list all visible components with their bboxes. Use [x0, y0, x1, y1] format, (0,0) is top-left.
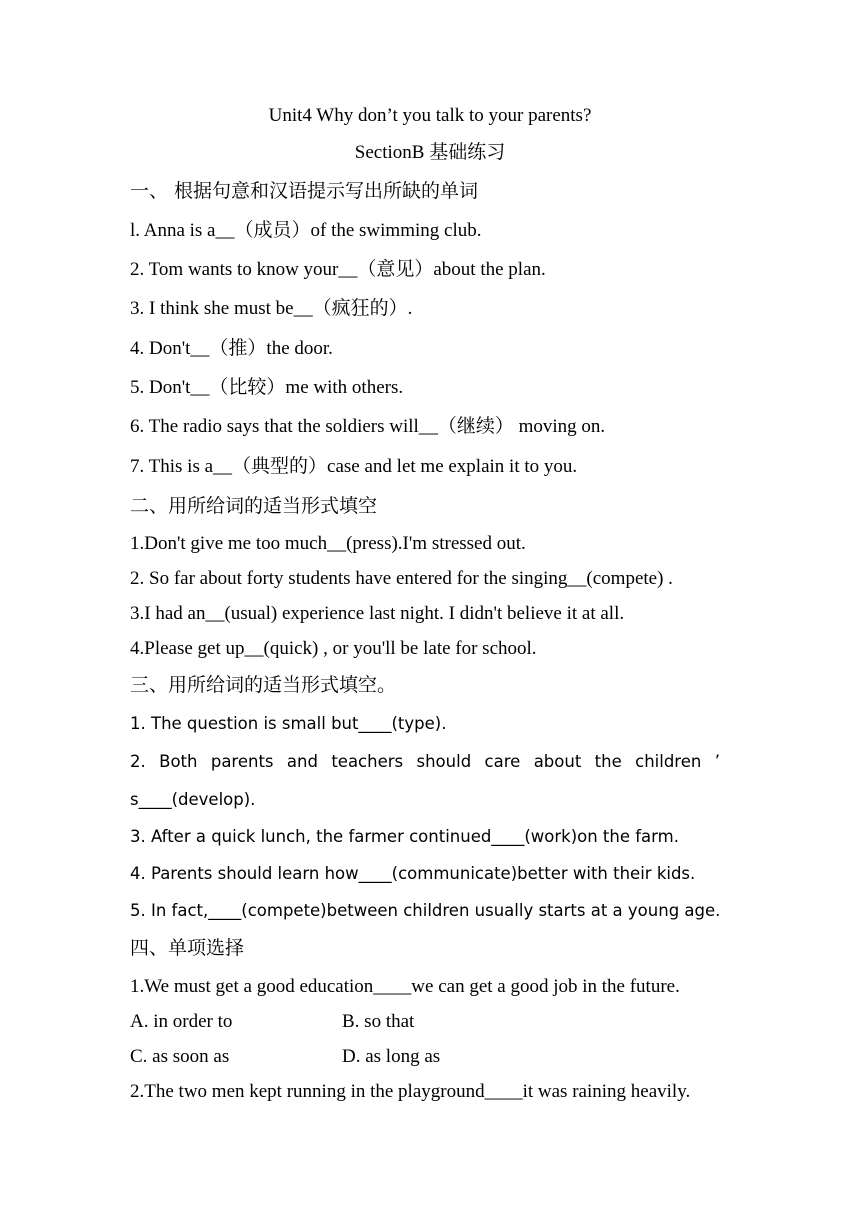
page-subtitle: SectionB 基础练习 — [354, 142, 506, 163]
section-3-heading: 三、用所给词的适当形式填空。 — [130, 674, 397, 696]
section-3-item-2-line — [130, 750, 720, 774]
page-title: Unit4 Why don’t you talk to your parents? — [268, 105, 592, 126]
section-3-item-3: 3. After a quick lunch, the farmer continued____(work)on the farm. — [130, 827, 679, 846]
word: care — [484, 752, 521, 771]
section-2-item-2: 2. So far about forty students have entered for the singing__(compete) . — [130, 568, 673, 589]
question-1-option-b: B. so that — [342, 1011, 415, 1032]
section-1-item-6: 6. The radio says that the soldiers will__（继续） moving on. — [130, 416, 606, 437]
section-3-item-1: 1. The question is small but____(type). — [130, 714, 447, 733]
section-1-item-7: 7. This is a__（典型的）case and let me explain it to you. — [130, 456, 578, 477]
word: parents — [210, 752, 274, 771]
word: children — [635, 752, 702, 771]
section-2-heading: 二、用所给词的适当形式填空 — [130, 495, 378, 517]
word: the — [594, 752, 622, 771]
section-2-item-1: 1.Don't give me too much__(press).I'm stressed out. — [130, 533, 526, 554]
section-1-item-5: 5. Don't__（比较）me with others. — [130, 377, 404, 398]
question-1-option-d: D. as long as — [342, 1046, 441, 1067]
section-1-item-1: l. Anna is a__（成员）of the swimming club. — [130, 220, 482, 241]
question-1: 1.We must get a good education____we can get a good job in the future. — [130, 976, 680, 997]
word: teachers — [331, 752, 404, 771]
section-1-item-4: 4. Don't__（推）the door. — [130, 338, 333, 359]
section-3-item-4: 4. Parents should learn how____(communicate)better with their kids. — [130, 864, 696, 883]
section-1-item-2: 2. Tom wants to know your__（意见）about the plan. — [130, 259, 546, 280]
section-1-heading: 一、 根据句意和汉语提示写出所缺的单词 — [130, 180, 479, 202]
section-3-item-2-continued: s____(develop). — [130, 790, 256, 809]
question-1-option-c: C. as soon as — [130, 1046, 230, 1067]
section-2-item-3: 3.I had an__(usual) experience last night. I didn't believe it at all. — [130, 603, 625, 624]
word: about — [533, 752, 582, 771]
question-1-option-a: A. in order to — [130, 1011, 233, 1032]
word: Both — [159, 752, 198, 771]
word: 2. — [130, 752, 146, 771]
apostrophe: ’ — [714, 752, 720, 771]
section-1-item-3: 3. I think she must be__（疯狂的）. — [130, 298, 413, 319]
word: should — [416, 752, 472, 771]
word: and — [286, 752, 318, 771]
question-2: 2.The two men kept running in the playground____it was raining heavily. — [130, 1081, 691, 1102]
section-2-item-4: 4.Please get up__(quick) , or you'll be late for school. — [130, 638, 537, 659]
section-3-item-5: 5. In fact,____(compete)between children usually starts at a young age. — [130, 901, 721, 920]
section-4-heading: 四、单项选择 — [130, 937, 245, 959]
